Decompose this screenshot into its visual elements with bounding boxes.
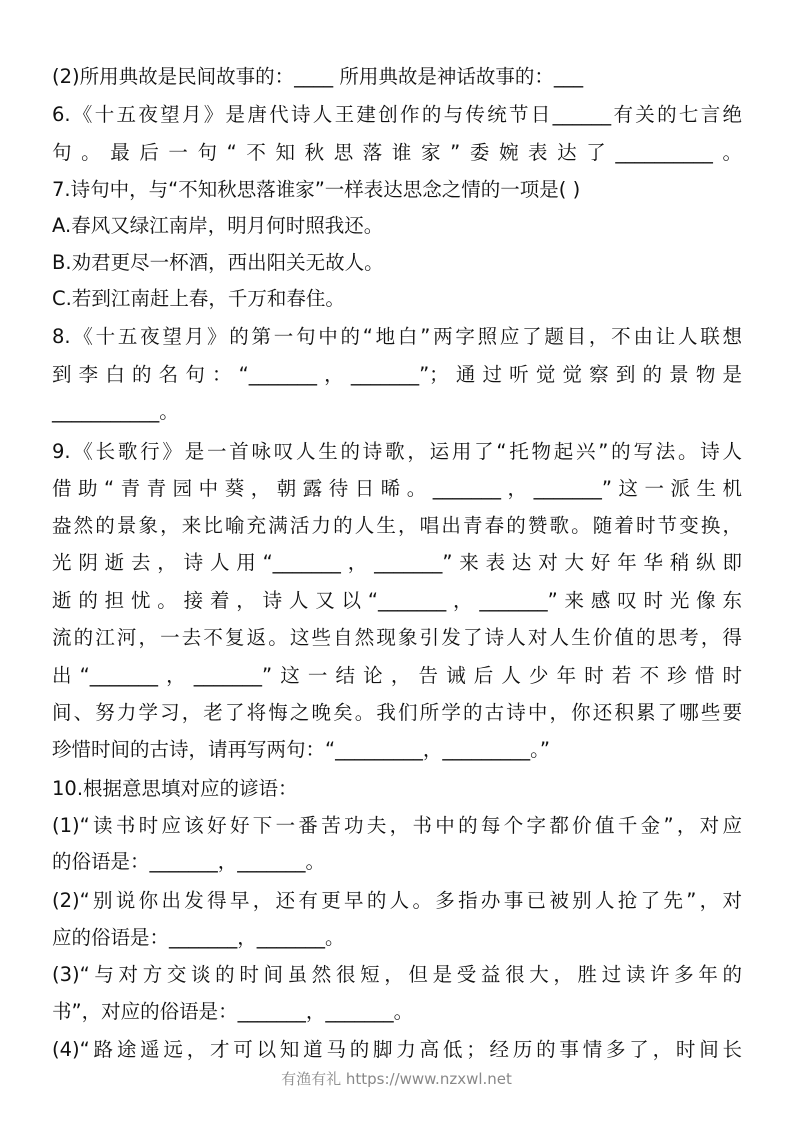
- text-line: 的俗语是：_______，_______。: [52, 850, 326, 873]
- text-line: 流的江河，一去不复返。这些自然现象引发了诗人对人生价值的思考，得: [52, 626, 742, 649]
- footer-watermark: 有渔有礼 https://www.nzxwl.net: [281, 1070, 512, 1088]
- text-line: 句。最后一句“不知秋思落谁家”委婉表达了__________。: [52, 141, 742, 164]
- text-line: 间、努力学习，老了将悔之晚矣。我们所学的古诗中，你还积累了哪些要: [52, 701, 742, 724]
- text-line: C.若到江南赶上春，千万和春住。: [52, 287, 345, 310]
- text-line: (1)“读书时应该好好下一番苦功夫，书中的每个字都价值千金”，对应: [52, 814, 742, 837]
- text-line: 光阴逝去，诗人用“_______，_______”来表达对大好年华稍纵即: [52, 551, 742, 574]
- text-line: (4)“路途遥远，才可以知道马的脚力高低；经历的事情多了，时间长: [52, 1038, 742, 1061]
- text-line: 到李白的名句：“_______，_______”；通过听觉觉察到的景物是: [52, 363, 742, 386]
- text-line: 逝的担忧。接着，诗人又以“_______，_______”来感叹时光像东: [52, 589, 742, 612]
- text-line: B.劝君更尽一杯酒，西出阳关无故人。: [52, 251, 384, 274]
- text-line: (2)“别说你出发得早，还有更早的人。多指办事已被别人抢了先”，对: [52, 889, 742, 912]
- text-line: (2)所用典故是民间故事的：____ 所用典故是神话故事的：___: [52, 65, 584, 88]
- text-line: 8.《十五夜望月》的第一句中的“地白”两字照应了题目，不由让人联想: [52, 325, 742, 348]
- text-line: 珍惜时间的古诗，请再写两句：“_________，_________。”: [52, 738, 550, 761]
- text-line: A.春风又绿江南岸，明月何时照我还。: [52, 214, 384, 237]
- text-line: 应的俗语是：_______，_______。: [52, 926, 345, 949]
- text-line: 10.根据意思填对应的谚语：: [52, 777, 298, 800]
- text-line: ___________。: [52, 400, 179, 423]
- text-line: 书”，对应的俗语是：_______，_______。: [52, 1000, 414, 1023]
- text-line: (3)“与对方交谈的时间虽然很短，但是受益很大，胜过读许多年的: [52, 963, 742, 986]
- text-line: 9.《长歌行》是一首咏叹人生的诗歌，运用了“托物起兴”的写法。诗人: [52, 440, 742, 463]
- text-line: 7.诗句中，与“不知秋思落谁家”一样表达思念之情的一项是( ): [52, 178, 581, 201]
- text-line: 出“_______，_______”这一结论，告诫后人少年时若不珍惜时: [52, 664, 742, 687]
- text-line: 借助“青青园中葵，朝露待日晞。_______，_______”这一派生机: [52, 477, 742, 500]
- text-line: 6.《十五夜望月》是唐代诗人王建创作的与传统节日______有关的七言绝: [52, 103, 742, 126]
- text-line: 盎然的景象，来比喻充满活力的人生，唱出青春的赞歌。随着时节变换，: [52, 514, 742, 537]
